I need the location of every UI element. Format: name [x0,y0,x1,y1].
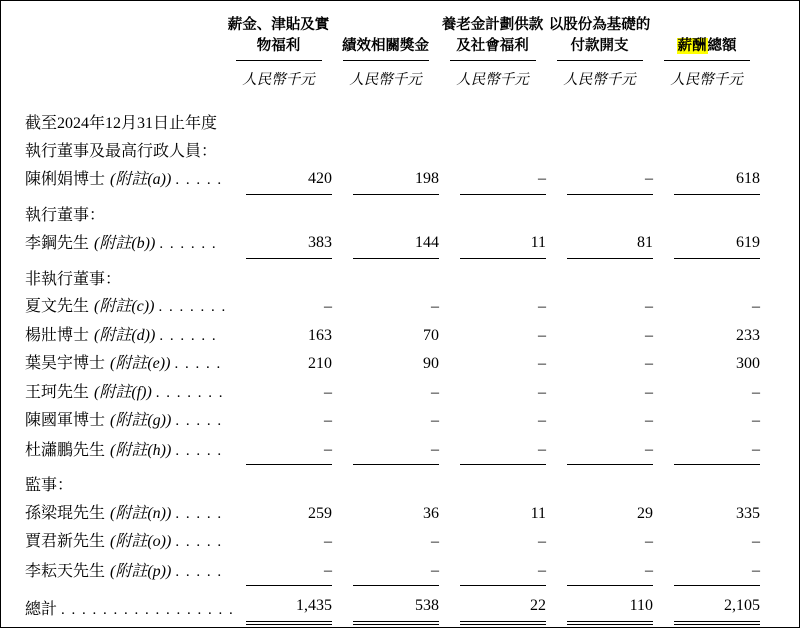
value-cell: 29 [637,504,653,522]
director-name: 陳俐娟博士 [25,171,106,188]
row-label [25,379,225,408]
value-cell: – [653,436,760,466]
table-row-li-yuntian [25,557,799,587]
column-title [677,13,737,57]
column-title-line2: 績效相關獎金 [342,38,429,54]
total-remuneration-rest: 總額 [707,38,737,54]
note-ref: (附註(d)) [94,326,156,344]
value-cell: – [752,383,760,401]
value-cell: – [538,326,546,344]
table-row-xia-wen [25,293,799,322]
value-cell: – [653,557,760,587]
note-ref: (附註(c)) [94,298,155,315]
value-cell: 383 [225,229,332,259]
column-title [342,13,429,57]
dot-leader: . . . . . [175,534,223,550]
row-label [25,407,225,436]
column-header-total-remuneration [653,13,760,89]
total-title: 總計 [25,601,58,618]
value-cell: – [431,412,439,429]
table-row-du-xiaopeng [25,436,799,466]
total-row [25,592,799,625]
header-rule [557,60,643,61]
value-cell: 300 [736,355,760,372]
value-cell: 259 [308,504,332,522]
total-value-cell: 22 [439,592,546,625]
value-cell: – [546,557,653,587]
value-cell: – [752,298,760,315]
note-ref: (附註(g)) [110,412,172,429]
value-cell: – [538,383,546,401]
value-cell: – [332,436,439,466]
table-row-sun-liangkun [25,500,799,529]
total-value-cell: 2,105 [653,592,760,625]
unit-label: 人民幣千元 [456,72,529,88]
director-name: 葉昊宇博士 [25,355,106,372]
director-name: 杜瀟鵬先生 [25,441,106,459]
fiscal-year-caption [25,110,799,138]
column-title-line1: 以股份為基礎的 [548,17,651,33]
dot-leader: . . . . . . [159,327,218,344]
note-ref: (附註(e)) [110,355,171,372]
director-name: 李耘天先生 [25,562,106,580]
section-label: 執行董事及最高行政人員： [25,142,218,160]
director-name: 陳國軍博士 [25,412,106,429]
value-cell: – [645,298,653,315]
dot-leader: . . . . . . [159,236,218,252]
section-heading-executive [25,202,799,230]
note-ref: (附註(f)) [94,383,152,401]
dot-leader: . . . . . . . [158,299,227,315]
value-cell: 144 [332,229,439,259]
unit-label: 人民幣千元 [670,72,743,88]
note-ref: (附註(n)) [110,504,172,522]
table-header [25,13,799,89]
row-label [25,500,225,529]
row-label [25,293,225,322]
note-ref: (附註(h)) [110,441,172,459]
value-cell: – [546,165,653,195]
column-title-line1: 薪金、津貼及實 [227,17,330,33]
director-name: 李鋼先生 [25,235,90,252]
value-cell: – [225,436,332,466]
total-value-cell: 538 [332,592,439,625]
dot-leader: . . . . . [175,563,223,580]
note-ref: (附註(p)) [110,562,172,580]
value-cell: – [332,557,439,587]
section-heading-executive-ceo [25,138,799,166]
value-cell: 11 [439,229,546,259]
value-cell: – [324,383,332,401]
caption-text: 截至2024年12月31日止年度 [25,115,218,132]
table-row-wang-ke [25,379,799,408]
column-title [549,13,651,57]
note-ref: (附註(a)) [110,171,172,188]
value-cell: – [439,165,546,195]
section-label: 執行董事： [25,206,106,224]
unit-label: 人民幣千元 [242,72,315,88]
value-cell: – [752,533,760,550]
dot-leader: . . . . . [175,413,223,429]
table-row-ye-haoyu [25,350,799,379]
row-label [25,528,225,557]
value-cell: 36 [423,504,439,522]
total-label [25,596,235,625]
value-cell: 163 [308,326,332,344]
unit-label: 人民幣千元 [349,72,422,88]
value-cell: – [324,298,332,315]
dot-leader: . . . . . . . [155,384,225,401]
section-label: 監事： [25,477,74,494]
header-rule [236,60,322,61]
value-cell: 233 [736,326,760,344]
value-cell: – [538,298,546,315]
table-row-chen-guojun [25,407,799,436]
director-name: 賈君新先生 [25,533,106,550]
value-cell: – [324,533,332,550]
column-title-line1: 養老金計劃供款 [441,17,544,33]
value-cell: – [439,557,546,587]
column-title-line2: 物福利 [256,38,301,54]
value-cell: – [538,355,546,372]
value-cell: – [538,533,546,550]
column-title-line2: 付款開支 [570,38,629,54]
value-cell: – [538,412,546,429]
value-cell: 70 [423,326,439,344]
row-label [25,322,225,351]
value-cell: – [645,326,653,344]
director-name: 夏文先生 [25,298,90,315]
column-title-line2: 及社會福利 [456,38,529,54]
dot-leader: . . . . . [175,172,223,188]
note-ref: (附註(b)) [94,235,156,252]
row-label [25,437,225,466]
column-title-line2 [677,36,737,57]
value-cell: 420 [225,165,332,195]
dot-leader: . . . . . . . . . . . . . . . . . [61,602,235,618]
value-cell: – [431,383,439,401]
value-cell: – [645,355,653,372]
column-header-share-based-payment [546,13,653,89]
director-name: 王珂先生 [25,383,90,401]
dot-leader: . . . . . [174,356,222,372]
dot-leader: . . . . . [175,442,223,459]
total-value-cell: 110 [546,592,653,625]
value-cell: – [546,436,653,466]
section-label: 非執行董事： [25,270,122,288]
section-heading-supervisors [25,472,799,500]
value-cell: 619 [653,229,760,259]
section-heading-non-executive [25,266,799,294]
header-rule [343,60,429,61]
value-cell: 618 [653,165,760,195]
value-cell: – [431,298,439,315]
value-cell: – [752,412,760,429]
value-cell: – [439,436,546,466]
column-header-salary-benefits [225,13,332,89]
row-label [25,350,225,379]
total-value-cell: 1,435 [225,592,332,625]
unit-label: 人民幣千元 [563,72,636,88]
value-cell: – [645,533,653,550]
dot-leader: . . . . . [175,505,223,522]
header-rule [664,60,750,61]
value-cell: – [324,412,332,429]
column-title [442,13,544,57]
column-title [228,13,330,57]
header-rule [450,60,536,61]
value-cell: 210 [308,355,332,372]
row-label [25,558,225,587]
row-label [25,166,225,195]
value-cell: – [225,557,332,587]
row-label [25,230,225,259]
value-cell: 81 [546,229,653,259]
value-cell: 90 [423,355,439,372]
director-name: 楊壯博士 [25,326,90,344]
value-cell: 11 [530,504,546,522]
value-cell: 335 [736,504,760,522]
column-header-performance-bonus [332,13,439,89]
table-row-jia-junxin [25,528,799,557]
value-cell: 198 [332,165,439,195]
highlight-remuneration: 薪酬 [677,38,707,54]
value-cell: – [431,533,439,550]
value-cell: – [645,412,653,429]
value-cell: – [645,383,653,401]
table-row-yang-zhuang [25,322,799,351]
table-row-chen-lijuan [25,165,799,195]
note-ref: (附註(o)) [110,533,172,550]
column-header-pension-welfare [439,13,546,89]
director-name: 孫梁琨先生 [25,504,106,522]
table-row-li-gang [25,229,799,259]
